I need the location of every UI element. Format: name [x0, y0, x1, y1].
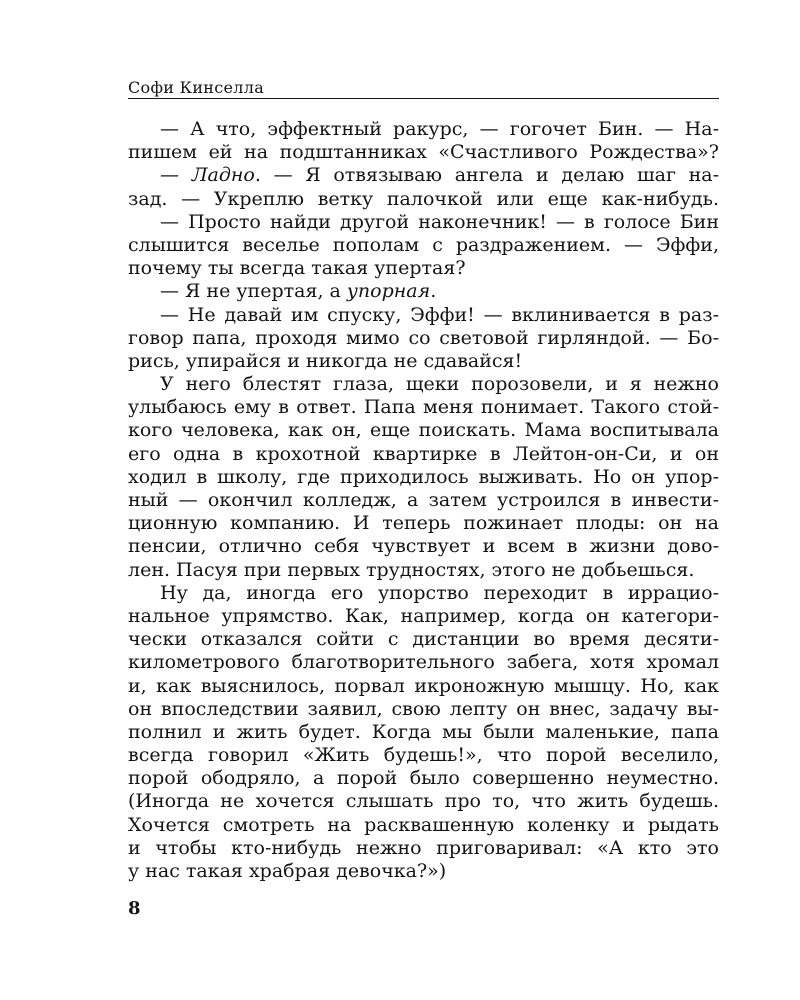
- text-line: у нас такая храбрая девочка?»): [128, 860, 447, 882]
- page-number: 8: [128, 898, 141, 919]
- text-line-with-emphasis: [128, 280, 719, 303]
- text-line: километрового благотворительного забега, хотя хромал: [128, 651, 719, 674]
- text-line: и чтобы кто-нибудь нежно приговаривал: «А кто это: [128, 836, 719, 859]
- text-line: пишем ей на подштанниках «Счастливого Рождества»?: [128, 141, 719, 164]
- text-line: лен. Пасуя при первых трудностях, этого не добьешься.: [128, 558, 695, 581]
- text-line: ционную компанию. И теперь пожинает плоды: он на: [128, 512, 719, 535]
- text-line: пенсии, отлично себя чувствует и всем в жизни дово-: [128, 535, 719, 558]
- text-line: почему ты всегда такая упертая?: [128, 257, 466, 280]
- text-line: чески отказался сойти с дистанции во время десяти-: [128, 628, 719, 651]
- text-line: ходил в школу, где приходилось выживать. Но он упор-: [128, 465, 719, 488]
- text-line: и, как выяснилось, порвал икроножную мышцу. Но, как: [128, 674, 719, 697]
- text-line: — Не давай им спуску, Эффи! — вклинивается в раз-: [160, 303, 719, 326]
- text-line: слышится веселье пополам с раздражением. — Эффи,: [128, 233, 719, 256]
- text-line: его одна в крохотной квартирке в Лейтон-он-Си, и он: [128, 442, 719, 465]
- text-line: всегда говорил «Жить будешь!», что порой веселило,: [128, 744, 719, 767]
- text-line: Хочется смотреть на расквашенную коленку и рыдать: [128, 813, 719, 836]
- text-line-with-emphasis: [128, 164, 719, 187]
- text-line: он впоследствии заявил, свою лепту он внес, задачу вы-: [128, 697, 719, 720]
- text-line: кого человека, как он, еще поискать. Мама воспитывала: [128, 419, 719, 442]
- text-line: У него блестят глаза, щеки порозовели, и я нежно: [160, 373, 719, 396]
- emphasis-upornaya: упорная: [346, 280, 431, 303]
- text-line: — А что, эффектный ракурс, — гогочет Бин. — На-: [160, 118, 719, 140]
- text-line: рись, упирайся и никогда не сдавайся!: [128, 349, 523, 372]
- emphasis-ladno: — Ладно: [160, 164, 255, 187]
- text-line-end: .: [430, 280, 437, 303]
- text-line: нальное упрямство. Как, например, когда он категори-: [128, 604, 719, 627]
- text-line: Ну да, иногда его упорство переходит в иррацио-: [160, 581, 719, 604]
- text-line: говор папа, проходя мимо со световой гирляндой. — Бо-: [128, 326, 719, 349]
- running-head-author: Софи Кинселла: [128, 78, 265, 97]
- text-line: порой ободряло, а порой было совершенно неуместно.: [128, 767, 719, 790]
- header-rule: [128, 98, 719, 99]
- text-line: зад. — Укреплю ветку палочкой или еще как-нибудь.: [128, 187, 719, 210]
- text-line: полнил и жить будет. Когда мы были маленькие, папа: [128, 720, 719, 743]
- text-line-start: — Я не упертая, а: [160, 280, 347, 303]
- text-line: ный — окончил колледж, а затем устроился в инвести-: [128, 489, 719, 511]
- text-line: — Просто найди другой наконечник! — в голосе Бин: [160, 210, 719, 233]
- text-line-rest: . — Я отвязываю ангела и делаю шаг на-: [254, 164, 719, 187]
- body-text: [128, 118, 719, 883]
- text-line: (Иногда не хочется слышать про то, что жить будешь.: [128, 790, 719, 813]
- text-line: улыбаюсь ему в ответ. Папа меня понимает. Такого стой-: [128, 396, 719, 419]
